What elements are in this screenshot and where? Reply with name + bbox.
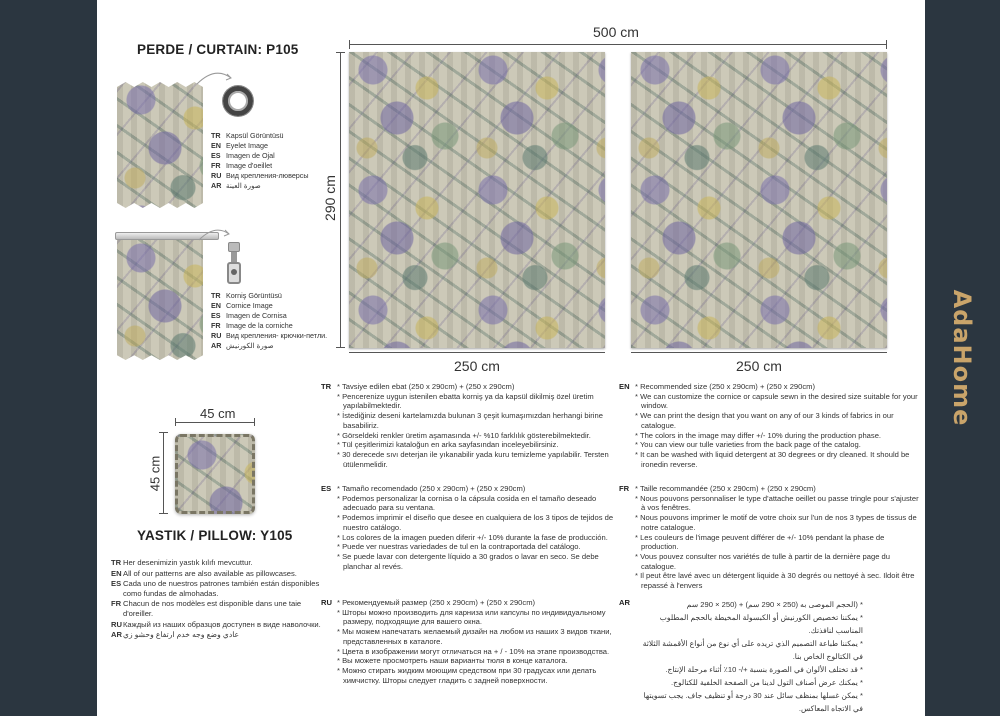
- pillow-height-tick: [159, 513, 168, 514]
- eyelet-label-list: [211, 131, 331, 191]
- pillow-width-tick: [175, 418, 176, 426]
- description-item: * You can view our tulle varieties from the back page of the catalog.: [635, 440, 861, 450]
- label-item: RU Вид крепления-люверсы: [211, 171, 309, 180]
- description-item: * It can be washed with liquid detergent at 30 degrees or dry cleaned. It should be ironedin reverse.: [635, 449, 910, 469]
- label-item: RU Вид крепления- крючки-петли.: [211, 331, 328, 340]
- pillow-note-en: EN All of our patterns are also available as pillowcases.: [111, 568, 297, 578]
- pillow-note-fr: FR Chacun de nos modèles est disponible dans une taie d'oreiller.: [111, 599, 302, 618]
- label-item: TR Kapsül Görüntüsü: [211, 131, 284, 140]
- description-item: * Vous pouvez consulter nos variétés de tulle à partir de la dernière page du catalogue.: [635, 551, 890, 571]
- label-item: ES Imagen de Cornisa: [211, 311, 287, 320]
- curtain-panel-left: [349, 52, 605, 348]
- pillow-image: [175, 434, 255, 514]
- height-label: 290 cm: [322, 175, 338, 221]
- description-item: * Шторы можно производить для карниза или капсулы по индивидуальному размеру, подходящие для вашего окна.: [337, 607, 606, 627]
- total-width-line: [349, 44, 887, 45]
- description-item: * Podemos personalizar la cornisa o la cápsula cosida en el tamaño deseado adecuado para su ventana.: [337, 493, 597, 513]
- brand-sidebar: [925, 0, 1000, 716]
- pillow-note-tr: TR Her desenimizin yastık kılıfı mevcuttur.: [111, 558, 253, 567]
- pillow-width-tick: [254, 418, 255, 426]
- arrow-icon: [197, 222, 233, 244]
- label-item: FR Image d'oeillet: [211, 161, 273, 170]
- pillow-note-ar: AR عادي وضع وجه خدم ارتفاع وحشو زي: [111, 630, 240, 640]
- description-item: * Мы можем напечатать желаемый дизайн на любом из наших 3 видов ткани, представленных в каталоге.: [337, 627, 612, 646]
- description-item: * قد تختلف الألوان في الصورة بنسبة +/- 10٪ أثناء مرحلة الإنتاج.: [665, 665, 863, 674]
- label-item: EN Eyelet Image: [211, 141, 268, 150]
- pillow-height-tick: [159, 432, 168, 433]
- panel-right-width-line: [631, 352, 887, 353]
- pillow-height-line: [163, 432, 164, 514]
- description-item: * Рекомендуемый размер (250 x 290cm) + (250 x 290cm): [337, 598, 536, 607]
- panel-left-width-label: 250 cm: [454, 358, 500, 374]
- description-item: * Il peut être lavé avec un détergent liquide à 30 degrés ou nettoyé à sec. Ildoit être repassé à l'envers: [635, 571, 915, 591]
- brand-logo: AdaHome: [948, 289, 976, 427]
- label-item: ES Imagen de Ojal: [211, 151, 275, 160]
- label-item: TR Korniş Görüntüsü: [211, 291, 282, 300]
- description-item: * Görseldeki renkler üretim aşamasında +/- %10 farklılık gösterebilmektedir.: [337, 430, 591, 440]
- pillow-width-line: [175, 422, 255, 423]
- description-item: * We can customize the cornice or capsule sewn in the desired size suitable for your window.: [635, 391, 918, 411]
- cornice-label-list: [211, 291, 351, 351]
- description-item: * We can print the design that you want on any of our 3 kinds of fabrics in our catalogue.: [635, 411, 894, 430]
- total-width-tick: [349, 40, 350, 49]
- description-item: * يمكننا تخصيص الكورنيش أو الكبسولة المخيطة بالحجم المطلوب المناسب لنافذتك.: [659, 613, 863, 635]
- pillow-title: YASTIK / PILLOW: Y105: [137, 528, 293, 543]
- description-item: * Вы можете просмотреть наши варианты тюля в конце каталога.: [337, 656, 568, 666]
- pillow-notes: [111, 558, 321, 640]
- description-ru: RU * Рекомендуемый размер (250 x 290cm) + (250 x 290cm) * Шторы можно производить для карниза или капсулы по индивидуальному размеру, подходящие для вашего окна. * Мы можем напечатать желаемый дизайн на любом из наших 3 видов ткани, представленных в каталоге. * Цвета в изображении могут отличаться на + / - 10% на этапе производства. * Вы можете просмотреть наши варианты тюля в конце каталога. * Можно стирать жидким моющим средством при 30 градусах или делать химчистку. Шторы следует гладить с задней поверхности.: [321, 598, 621, 685]
- description-item: * Taille recommandée (250 x 290cm) + (250 x 290cm): [635, 484, 816, 493]
- description-item: * Los colores de la imagen pueden diferir +/- 10% durante la fase de producción.: [337, 532, 608, 542]
- description-item: * يمكنك عرض أصناف التول لدينا من الصفحة الخلفية للكتالوج.: [670, 678, 863, 687]
- description-en: EN * Recommended size (250 x 290cm) + (250 x 290cm) * We can customize the cornice or capsule sewn in the desired size suitable for your window. * We can print the design that you want on any of our 3 kinds of fabrics in our catalogue. * The colors in the image may differ +/- 10% during the production phase. * You can view our tulle varieties from the back page of the catalog. * It can be washed with liquid detergent at 30 degrees or dry cleaned. It should be ironedin reverse.: [619, 382, 918, 469]
- eyelet-ring-icon: [223, 86, 253, 116]
- description-item: * Nous pouvons personnaliser le type d'attache oeillet ou passe tringle pour s'ajuster à vos fenêtres.: [635, 493, 919, 513]
- panel-left-width-line: [349, 352, 605, 353]
- label-item: FR Image de la corniche: [211, 321, 293, 330]
- description-item: * Nous pouvons imprimer le motif de votre choix sur l'un de nos 3 types de tissus de notre catalogue.: [635, 513, 917, 532]
- description-item: * Tamaño recomendado (250 x 290cm) + (250 x 290cm): [337, 484, 526, 493]
- pillow-note-es: ES Cada uno de nuestros patrones también están disponibles como fundas de almohadas.: [111, 579, 320, 598]
- total-width-label: 500 cm: [593, 24, 639, 40]
- catalog-page: [97, 0, 925, 716]
- arrow-icon: [195, 64, 235, 88]
- description-item: * İstediğiniz deseni kartelamızda bulunan 3 çeşit kumaşımızdan herhangi birine basabiliriz.: [337, 411, 603, 430]
- description-item: * Podemos imprimir el diseño que desee en cualquiera de los 3 tipos de tejidos de nuestro catálogo.: [337, 513, 614, 532]
- description-item: * Se puede lavar con detergente líquido a 30 grados o lavar en seco. Se debe planchar al revés.: [337, 551, 599, 571]
- total-width-tick: [886, 40, 887, 49]
- description-item: * Tül çeşitlerimizi kataloğun en arka sayfasından inceleyebilirsiniz.: [337, 440, 559, 450]
- label-item: AR صورة الكورنيش: [211, 341, 274, 350]
- curtain-panel-right: [631, 52, 887, 348]
- description-item: * Recommended size (250 x 290cm) + (250 x 290cm): [635, 382, 816, 391]
- eyelet-curtain-thumbnail: [117, 82, 203, 208]
- description-item: * Tavsiye edilen ebat (250 x 290cm) + (250 x 290cm): [337, 382, 515, 391]
- pillow-height-label: 45 cm: [147, 455, 163, 492]
- curtain-title: PERDE / CURTAIN: P105: [137, 42, 299, 57]
- description-item: * Puede ver nuestras variedades de tul en la contraportada del catálogo.: [337, 542, 581, 552]
- description-item: * Les couleurs de l'image peuvent différer de +/- 10% pendant la phase de production.: [635, 532, 885, 552]
- label-item: AR صورة العينة: [211, 181, 261, 190]
- description-item: * The colors in the image may differ +/- 10% during the production phase.: [635, 430, 882, 440]
- cornice-curtain-thumbnail: [117, 240, 203, 360]
- description-item: * 30 derecede sıvı deterjan ile yıkanabilir yada kuru temizleme yapılabilir. Tersten ütülenmelidir.: [337, 449, 609, 469]
- cornice-hook-icon: [225, 242, 243, 286]
- pillow-note-ru: RU Каждый из наших образцов доступен в виде наволочки.: [111, 619, 321, 629]
- description-item: * يمكننا طباعة التصميم الذي تريده على أي نوع من أنواع الأقمشة الثلاثة في الكتالوج الخاص بنا.: [642, 639, 863, 661]
- description-tr: TR * Tavsiye edilen ebat (250 x 290cm) + (250 x 290cm) * Pencerenize uygun istenilen ebatta korniş ya da kapsül dikilmiş özel üretim yapılabilmektedir. * İstediğiniz deseni kartelamızda bulunan 3 çeşit kumaşımızdan herhangi birine basabiliriz. * Görseldeki renkler üretim aşamasında +/- %10 farklılık gösterebilmektedir. * Tül çeşitlerimizi kataloğun en arka sayfasından inceleyebilirsiniz. * 30 derecede sıvı deterjan ile yıkanabilir yada kuru temizleme yapılabilir. Tersten ütülenmelidir.: [321, 382, 621, 469]
- description-es: ES * Tamaño recomendado (250 x 290cm) + (250 x 290cm) * Podemos personalizar la cornisa o la cápsula cosida en el tamaño deseado adecuado para su ventana. * Podemos imprimir el diseño que desee en cualquiera de los 3 tipos de tejidos de nuestro catálogo. * Los colores de la imagen pueden diferir +/- 10% durante la fase de producción. * Puede ver nuestras variedades de tul en la contraportada del catálogo. * Se puede lavar con detergente líquido a 30 grados o lavar en seco. Se debe planchar al revés.: [321, 484, 621, 571]
- height-line: [340, 52, 341, 348]
- description-item: * (الحجم الموصى به (250 × 290 سم) + (250 × 290 سم: [686, 600, 863, 609]
- description-item: * يمكن غسلها بمنظف سائل عند 30 درجة أو تنظيف جاف. يجب تسويتها في الاتجاه المعاكس.: [643, 691, 863, 713]
- description-fr: FR * Taille recommandée (250 x 290cm) + (250 x 290cm) * Nous pouvons personnaliser le type d'attache oeillet ou passe tringle pour s'ajuster à vos fenêtres. * Nous pouvons imprimer le motif de votre choix sur l'un de nos 3 types de tissus de notre catalogue. * Les couleurs de l'image peuvent différer de +/- 10% pendant la phase de production. * Vous pouvez consulter nos variétés de tulle à partir de la dernière page du catalogue. * Il peut être lavé avec un détergent liquide à 30 degrés ou nettoyé à sec. Ildoit être repassé à l'envers: [619, 484, 919, 591]
- description-item: * Pencerenize uygun istenilen ebatta korniş ya da kapsül dikilmiş özel üretim yapılabilmektedir.: [337, 391, 594, 411]
- description-ar: AR * (الحجم الموصى به (250 × 290 سم) + (250 × 290 سم * يمكننا تخصيص الكورنيش أو الكبسولة المخيطة بالحجم المطلوب المناسب لنافذتك. * يمكننا طباعة التصميم الذي تريده على أي نوع من أنواع الأقمشة الثلاثة في الكتالوج الخاص بنا. * قد تختلف الألوان في الصورة بنسبة +/- 10٪ أثناء مرحلة الإنتاج. * يمكنك عرض أصناف التول لدينا من الصفحة الخلفية للكتالوج. * يمكن غسلها بمنظف سائل عند 30 درجة أو تنظيف جاف. يجب تسويتها في الاتجاه المعاكس.: [619, 598, 863, 713]
- description-item: * Можно стирать жидким моющим средством при 30 градусах или делать химчистку. Шторы следует гладить с задней поверхности.: [337, 665, 597, 685]
- panel-right-width-label: 250 cm: [736, 358, 782, 374]
- height-tick: [336, 52, 345, 53]
- pillow-width-label: 45 cm: [200, 406, 236, 421]
- description-item: * Цвета в изображении могут отличаться на + / - 10% на этапе производства.: [337, 646, 610, 656]
- height-tick: [336, 347, 345, 348]
- label-item: EN Cornice Image: [211, 301, 273, 310]
